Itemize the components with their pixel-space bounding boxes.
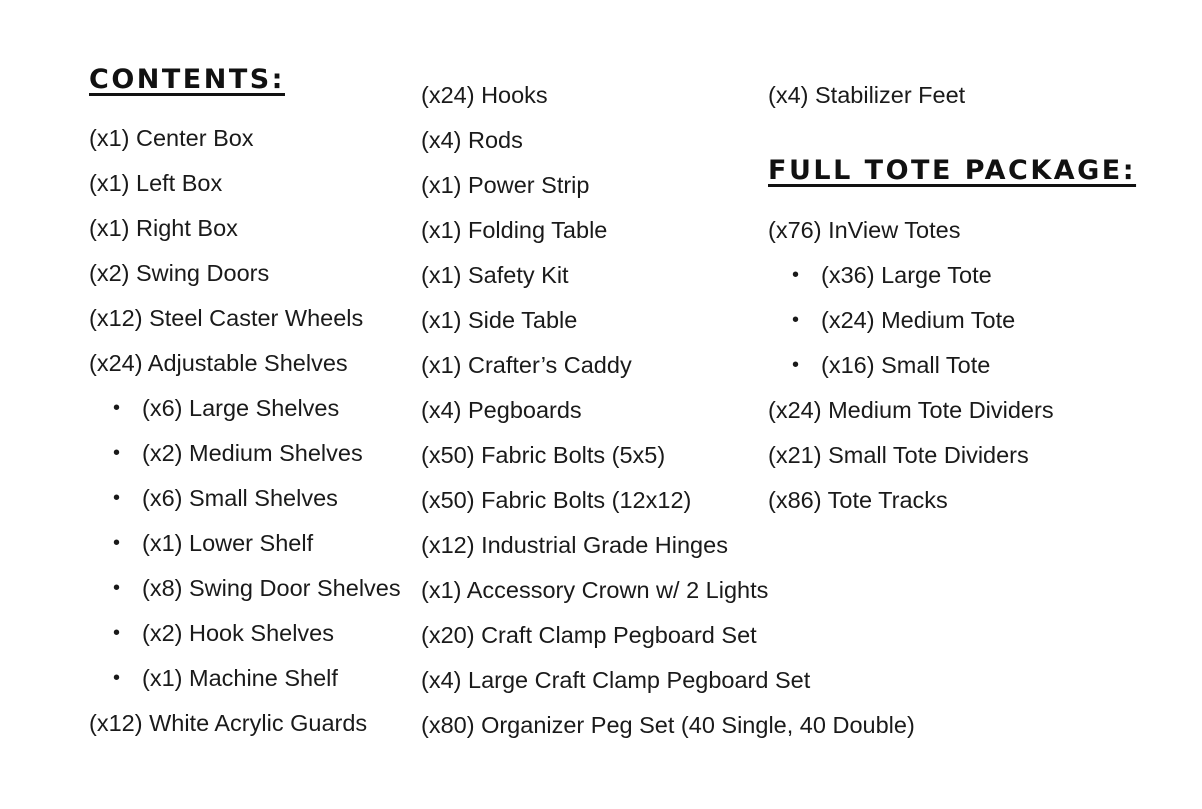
contents-list-item: (x4) Pegboards — [421, 397, 582, 423]
contents-list-subitem: (x2) Medium Shelves — [142, 440, 363, 466]
contents-list-subitem: (x6) Small Shelves — [142, 485, 338, 511]
contents-list-item: (x12) Steel Caster Wheels — [89, 305, 364, 331]
bullet-icon: • — [792, 354, 800, 376]
tote-list-item: (x76) InView Totes — [768, 217, 961, 243]
contents-list-item: (x4) Rods — [421, 127, 523, 153]
contents-list-item: (x12) Industrial Grade Hinges — [421, 532, 728, 558]
tote-list-item: (x21) Small Tote Dividers — [768, 442, 1029, 468]
contents-list-item: (x20) Craft Clamp Pegboard Set — [421, 622, 757, 648]
tote-package-heading: FULL TOTE PACKAGE: — [768, 155, 1137, 186]
contents-list-item: (x50) Fabric Bolts (12x12) — [421, 487, 692, 513]
contents-heading: CONTENTS: — [89, 64, 285, 95]
contents-list-item: (x1) Center Box — [89, 125, 254, 151]
contents-list-item: (x1) Folding Table — [421, 217, 608, 243]
contents-list-item: (x1) Left Box — [89, 170, 223, 196]
contents-list-subitem: (x1) Lower Shelf — [142, 530, 314, 556]
tote-list-subitem: (x16) Small Tote — [821, 352, 991, 378]
tote-list-subitem: (x36) Large Tote — [821, 262, 992, 288]
contents-list-item: (x1) Power Strip — [421, 172, 590, 198]
contents-list-item: (x1) Crafter’s Caddy — [421, 352, 632, 378]
bullet-icon: • — [792, 264, 800, 286]
contents-list-item: (x50) Fabric Bolts (5x5) — [421, 442, 666, 468]
contents-list-item: (x24) Adjustable Shelves — [89, 350, 348, 376]
contents-list-subitem: (x2) Hook Shelves — [142, 620, 334, 646]
bullet-icon: • — [113, 667, 121, 689]
tote-list-item: (x86) Tote Tracks — [768, 487, 948, 513]
contents-list-item: (x1) Accessory Crown w/ 2 Lights — [421, 577, 769, 603]
bullet-icon: • — [113, 487, 121, 509]
contents-list-subitem: (x8) Swing Door Shelves — [142, 575, 401, 601]
bullet-icon: • — [113, 532, 121, 554]
contents-list-item: (x1) Side Table — [421, 307, 578, 333]
contents-list-item: (x1) Safety Kit — [421, 262, 569, 288]
bullet-icon: • — [113, 577, 121, 599]
contents-list-item: (x24) Hooks — [421, 82, 548, 108]
contents-list-item: (x4) Large Craft Clamp Pegboard Set — [421, 667, 811, 693]
contents-list-item: (x12) White Acrylic Guards — [89, 710, 368, 736]
tote-list-subitem: (x24) Medium Tote — [821, 307, 1016, 333]
contents-list-item: (x4) Stabilizer Feet — [768, 82, 966, 108]
bullet-icon: • — [113, 622, 121, 644]
bullet-icon: • — [113, 397, 121, 419]
contents-list-subitem: (x6) Large Shelves — [142, 395, 340, 421]
tote-list-item: (x24) Medium Tote Dividers — [768, 397, 1054, 423]
bullet-icon: • — [792, 309, 800, 331]
contents-list-item: (x80) Organizer Peg Set (40 Single, 40 Double) — [421, 712, 915, 738]
contents-list-item: (x1) Right Box — [89, 215, 238, 241]
contents-list-item: (x2) Swing Doors — [89, 260, 270, 286]
bullet-icon: • — [113, 442, 121, 464]
contents-list-subitem: (x1) Machine Shelf — [142, 665, 338, 691]
